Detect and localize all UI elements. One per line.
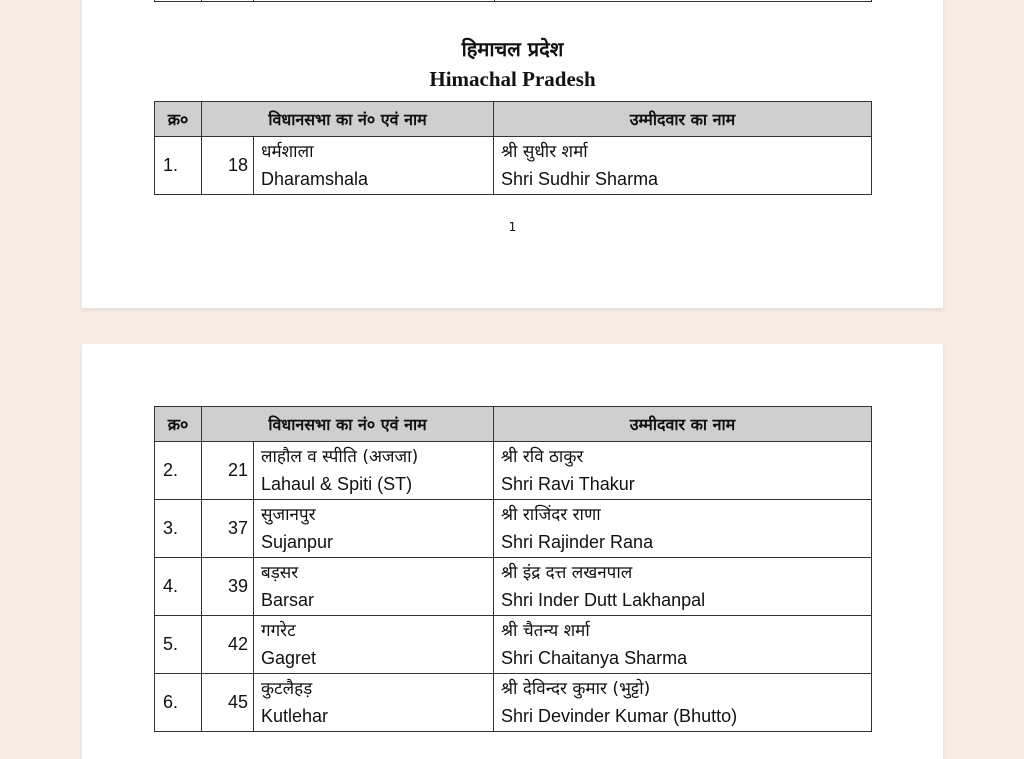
constituency-name [254,558,494,616]
candidate-name-hindi: श्री सुधीर शर्मा [501,141,588,162]
constituency-name [254,674,494,732]
document-page-2 [82,344,943,759]
constituency-name-english: Dharamshala [261,168,369,189]
constituency-name-english: Barsar [261,589,315,610]
candidate-name-hindi: श्री रवि ठाकुर [501,446,584,467]
constituency-number: 37 [202,500,254,558]
candidate-name [494,616,872,674]
candidate-name-hindi: श्री चैतन्य शर्मा [501,620,590,641]
constituency-number: 39 [202,558,254,616]
candidate-name-hindi: श्री इंद्र दत्त लखनपाल [501,562,633,583]
document-page-1 [82,0,943,308]
constituency-name-hindi: लाहौल व स्पीति (अजजा) [261,446,419,467]
constituency-name [254,500,494,558]
header-serial-no: क्र० [155,102,202,137]
header-constituency: विधानसभा का नं० एवं नाम [202,102,494,137]
candidate-name [494,137,872,195]
constituency-number: 45 [202,674,254,732]
constituency-name-hindi: सुजानपुर [261,504,316,525]
constituency-name-english: Gagret [261,647,317,668]
header-candidate: उम्मीदवार का नाम [494,407,872,442]
constituency-name-english: Kutlehar [261,705,329,726]
constituency-name [254,616,494,674]
serial-no: 2. [155,442,202,500]
serial-no: 4. [155,558,202,616]
constituency-number: 21 [202,442,254,500]
candidate-name-hindi: श्री राजिंदर राणा [501,504,601,525]
candidate-name-english: Shri Ravi Thakur [501,473,635,494]
candidate-name-hindi: श्री देविन्दर कुमार (भुट्टो) [501,678,651,699]
candidate-name [494,674,872,732]
constituency-name-english: Sujanpur [261,531,334,552]
table-row [155,137,872,195]
header-candidate: उम्मीदवार का नाम [494,102,872,137]
previous-table-remnant [154,0,872,2]
candidate-name-english: Shri Chaitanya Sharma [501,647,688,668]
candidate-name-english: Shri Sudhir Sharma [501,168,659,189]
candidate-name [494,558,872,616]
constituency-name [254,137,494,195]
candidate-table-1 [154,101,872,195]
table-row [155,442,872,500]
serial-no: 6. [155,674,202,732]
constituency-name-hindi: कुटलैहड़ [261,678,313,699]
table-row [155,558,872,616]
candidate-table-2 [154,406,872,732]
state-title-english: Himachal Pradesh [429,67,596,91]
page-number: 1 [508,220,517,234]
serial-no: 3. [155,500,202,558]
serial-no: 1. [155,137,202,195]
constituency-number: 18 [202,137,254,195]
table-row [155,674,872,732]
constituency-name [254,442,494,500]
candidate-name-english: Shri Rajinder Rana [501,531,654,552]
constituency-name-hindi: गगरेट [261,620,296,641]
header-constituency: विधानसभा का नं० एवं नाम [202,407,494,442]
candidate-name-english: Shri Inder Dutt Lakhanpal [501,589,706,610]
header-serial-no: क्र० [155,407,202,442]
candidate-name [494,500,872,558]
constituency-name-english: Lahaul & Spiti (ST) [261,473,413,494]
state-title-hindi: हिमाचल प्रदेश [461,37,564,61]
candidate-name-english: Shri Devinder Kumar (Bhutto) [501,705,738,726]
serial-no: 5. [155,616,202,674]
table-header-row [155,102,872,137]
table-header-row [155,407,872,442]
constituency-name-hindi: बड़सर [261,562,299,583]
constituency-number: 42 [202,616,254,674]
constituency-name-hindi: धर्मशाला [261,141,314,162]
candidate-name [494,442,872,500]
table-row [155,500,872,558]
table-row [155,616,872,674]
